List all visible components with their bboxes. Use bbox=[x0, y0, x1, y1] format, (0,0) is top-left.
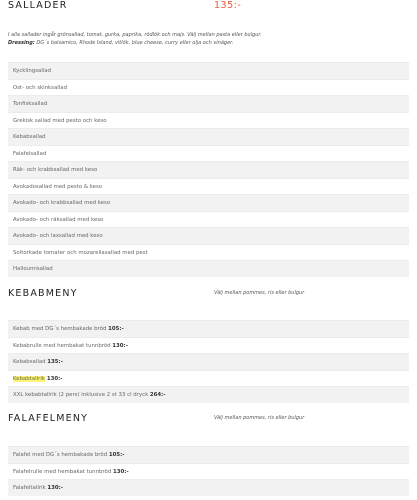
sallader-dressing-line bbox=[8, 39, 408, 47]
list-item: Kycklingsallad bbox=[8, 62, 409, 79]
falafel-list bbox=[8, 446, 409, 496]
list-item: Halloumisallad bbox=[8, 260, 409, 277]
item-name: Kebab med DG´s hembakade bröd bbox=[13, 326, 109, 332]
kebab-title: KEBABMENY bbox=[8, 288, 78, 299]
list-item: Avokado- och krabbsallad med keso bbox=[8, 194, 409, 211]
list-item: Tonfisksallad bbox=[8, 95, 409, 112]
list-item: Soltorkade tomater och mozarellasallad med pest bbox=[8, 244, 409, 261]
item-name-highlighted: Kebabtallrik bbox=[13, 375, 45, 382]
list-item: Avokadosallad med pesto & keso bbox=[8, 178, 409, 195]
item-price: 264:- bbox=[149, 392, 166, 398]
falafel-note: Välj mellan pommes, ris eller bulgur bbox=[214, 415, 305, 421]
sallader-intro bbox=[8, 31, 408, 47]
list-item bbox=[8, 463, 409, 480]
list-item bbox=[8, 370, 409, 387]
item-price: 130:- bbox=[112, 342, 128, 349]
item-price: 105:- bbox=[108, 326, 124, 332]
dressing-label: Dressing: bbox=[8, 40, 35, 46]
list-item bbox=[8, 479, 409, 496]
item-name: Falafelrulle med hembakat tunnbröd bbox=[13, 468, 113, 475]
kebab-list bbox=[8, 320, 409, 403]
list-item: Falafelsallad bbox=[8, 145, 409, 162]
item-name: Kebabrulle med hembakat tunnbröd bbox=[13, 342, 113, 349]
list-item bbox=[8, 386, 409, 403]
list-item: Räk- och krabbsallad med keso bbox=[8, 161, 409, 178]
item-price: 130:- bbox=[112, 468, 129, 475]
list-item: Kebabsallad bbox=[8, 128, 409, 145]
sallader-title: SALLADER bbox=[8, 0, 68, 11]
list-item bbox=[8, 320, 409, 337]
falafel-title: FALAFELMENY bbox=[8, 413, 89, 424]
item-price: 105:- bbox=[108, 452, 125, 458]
sallader-price: 135:- bbox=[214, 0, 242, 11]
list-item bbox=[8, 446, 409, 463]
kebab-note: Välj mellan pommes, ris eller bulgur bbox=[214, 290, 305, 296]
list-item: Grekisk sallad med pesto och keso bbox=[8, 112, 409, 129]
item-price: 130:- bbox=[47, 485, 64, 491]
list-item bbox=[8, 353, 409, 370]
item-name: Kebabsallad bbox=[13, 359, 48, 365]
list-item: Avokado- och laxsallad med keso bbox=[8, 227, 409, 244]
item-price: 130:- bbox=[44, 375, 63, 382]
dressing-text: DG´s balsamico, Rhode Island, vitlök, blue cheese, curry eller olja och vinäger. bbox=[34, 40, 234, 46]
item-price: 135:- bbox=[47, 359, 63, 365]
sallader-list bbox=[8, 62, 409, 277]
item-name: Falafeltallrik bbox=[13, 485, 48, 491]
item-name: XXL kebabtallrik (2 pers) inklusive 2 st 33 cl dryck bbox=[13, 392, 150, 398]
sallader-intro-line: I alla sallader ingår grönsallad, tomat, gurka, paprika, rödlök och majs. Välj mellan pasta eller bulgur. bbox=[8, 32, 262, 38]
list-item: Ost- och skinksallad bbox=[8, 79, 409, 96]
list-item: Avokado- och räksallad med keso bbox=[8, 211, 409, 228]
item-name: Falafel med DG´s hembakade bröd bbox=[13, 452, 109, 458]
list-item bbox=[8, 337, 409, 354]
